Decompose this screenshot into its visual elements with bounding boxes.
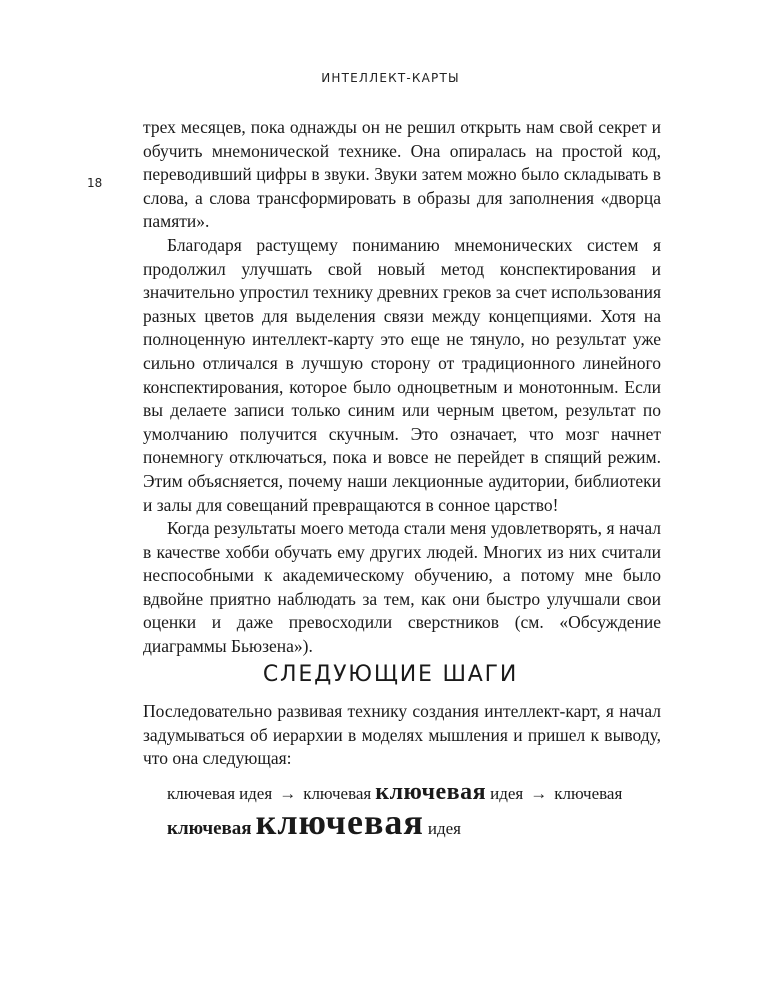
page-number: 18	[87, 176, 103, 190]
section-heading: СЛЕДУЮЩИЕ ШАГИ	[262, 662, 519, 687]
arrow-icon: →	[279, 784, 297, 803]
paragraph-1: трех месяцев, пока однажды он не решил открыть нам свой секрет и обучить мнемонической технике. Она опиралась на простой код, переводивший цифры в звуки. Звуки затем можно было складывать в слова, а слова трансформировать в образы для заполнения «дворца памяти».	[143, 117, 661, 232]
key-chain-word-bold: ключевая	[167, 818, 252, 839]
key-chain-line-2	[167, 802, 622, 847]
running-head: ИНТЕЛЛЕКТ-КАРТЫ	[321, 71, 460, 85]
section-body-text	[143, 116, 661, 659]
section-intro-text	[143, 700, 661, 771]
key-chain-word-emphasized: ключевая	[375, 779, 487, 805]
key-chain-word: ключевая	[554, 784, 623, 803]
key-chain-word: ключевая	[303, 784, 372, 803]
key-chain-word: идея	[239, 784, 273, 803]
paragraph-3: Когда результаты моего метода стали меня удовлетворять, я начал в качестве хобби обучать ему других людей. Многих из них считали неспособными к академическому обучению, а потому мне было вдвойне приятно наблюдать за тем, как они быстро улучшали свои оценки и даже превосходили сверстников (см. «Обсуждение диаграммы Бьюзена»).	[143, 518, 661, 657]
paragraph-2: Благодаря растущему пониманию мнемонических систем я продолжил улучшать свой новый метод конспектирования и значительно упростил технику древних греков за счет использования разных цветов для выделения связи между концепциями. Хотя на полноценную интеллект-карту это еще не тянуло, но результат уже сильно отличался в лучшую сторону от традиционного линейного конспектирования, которое было одноцветным и монотонным. Если вы делаете записи только синим или черным цветом, результат по умолчанию получится скучным. Это означает, что мозг начнет понемногу отключаться, пока и вовсе не перейдет в спящий режим. Этим объясняется, почему наши лекционные аудитории, библиотеки и залы для совещаний превращаются в сонное царство!	[143, 234, 661, 515]
key-idea-chain-illustration	[167, 780, 622, 847]
arrow-icon: →	[530, 784, 548, 803]
key-chain-word: идея	[427, 819, 461, 838]
key-chain-word: ключевая	[167, 784, 236, 803]
key-chain-word: идея	[490, 784, 524, 803]
paragraph-4: Последовательно развивая технику создания интеллект-карт, я начал задумываться об иерархии в моделях мышления и пришел к выводу, что она следующая:	[143, 701, 661, 769]
key-chain-word-largest: ключевая	[255, 802, 424, 842]
